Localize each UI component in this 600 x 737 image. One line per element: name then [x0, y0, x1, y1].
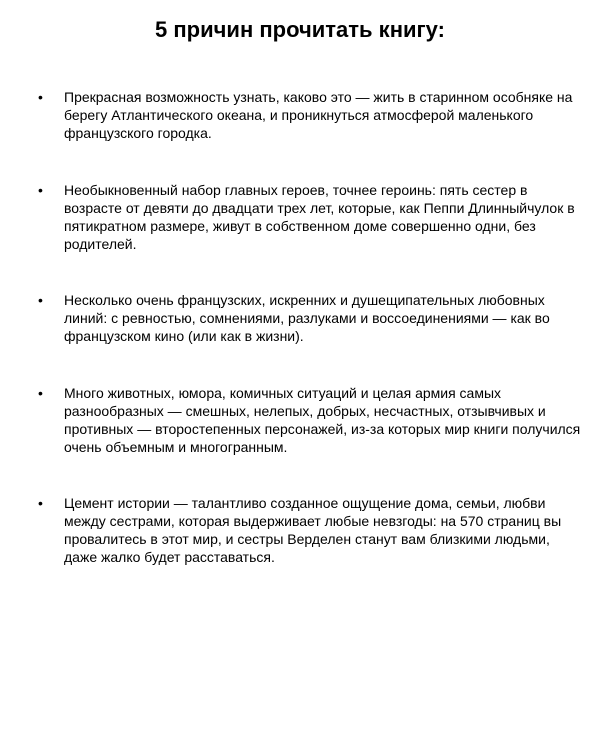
- bullet-icon: •: [38, 495, 43, 511]
- reason-text: Необыкновенный набор главных героев, точнее героинь: пять сестер в возрасте от девяти до двадцати трех лет, которые, как Пеппи Длинныйчулок в пятикратном размере, живут в собственном доме совершенно одни, без родителей.: [64, 182, 575, 252]
- bullet-icon: •: [38, 292, 43, 308]
- bullet-icon: •: [38, 182, 43, 198]
- reason-text: Цемент истории — талантливо созданное ощущение дома, семьи, любви между сестрами, которая выдерживает любые невзгоды: на 570 страниц вы провалитесь в этот мир, и сестры Верделен станут вам близкими людьми, даже жалко будет расставаться.: [64, 495, 562, 565]
- bullet-icon: •: [38, 89, 43, 105]
- reason-text: Прекрасная возможность узнать, каково это — жить в старинном особняке на берегу Атлантического океана, и проникнуться атмосферой маленького французского городка.: [64, 89, 573, 141]
- reason-text: Много животных, юмора, комичных ситуаций и целая армия самых разнообразных — смешных, нелепых, добрых, несчастных, отзывчивых и противных — второстепенных персонажей, из-за которых мир книги получился очень объемным и многогранным.: [64, 385, 581, 455]
- bullet-icon: •: [38, 385, 43, 401]
- reason-text: Несколько очень французских, искренних и душещипательных любовных линий: с ревностью, сомнениями, разлуками и воссоединениями — как во французском кино (или как в жизни).: [64, 292, 550, 344]
- page-title: 5 причин прочитать книгу:: [155, 17, 445, 42]
